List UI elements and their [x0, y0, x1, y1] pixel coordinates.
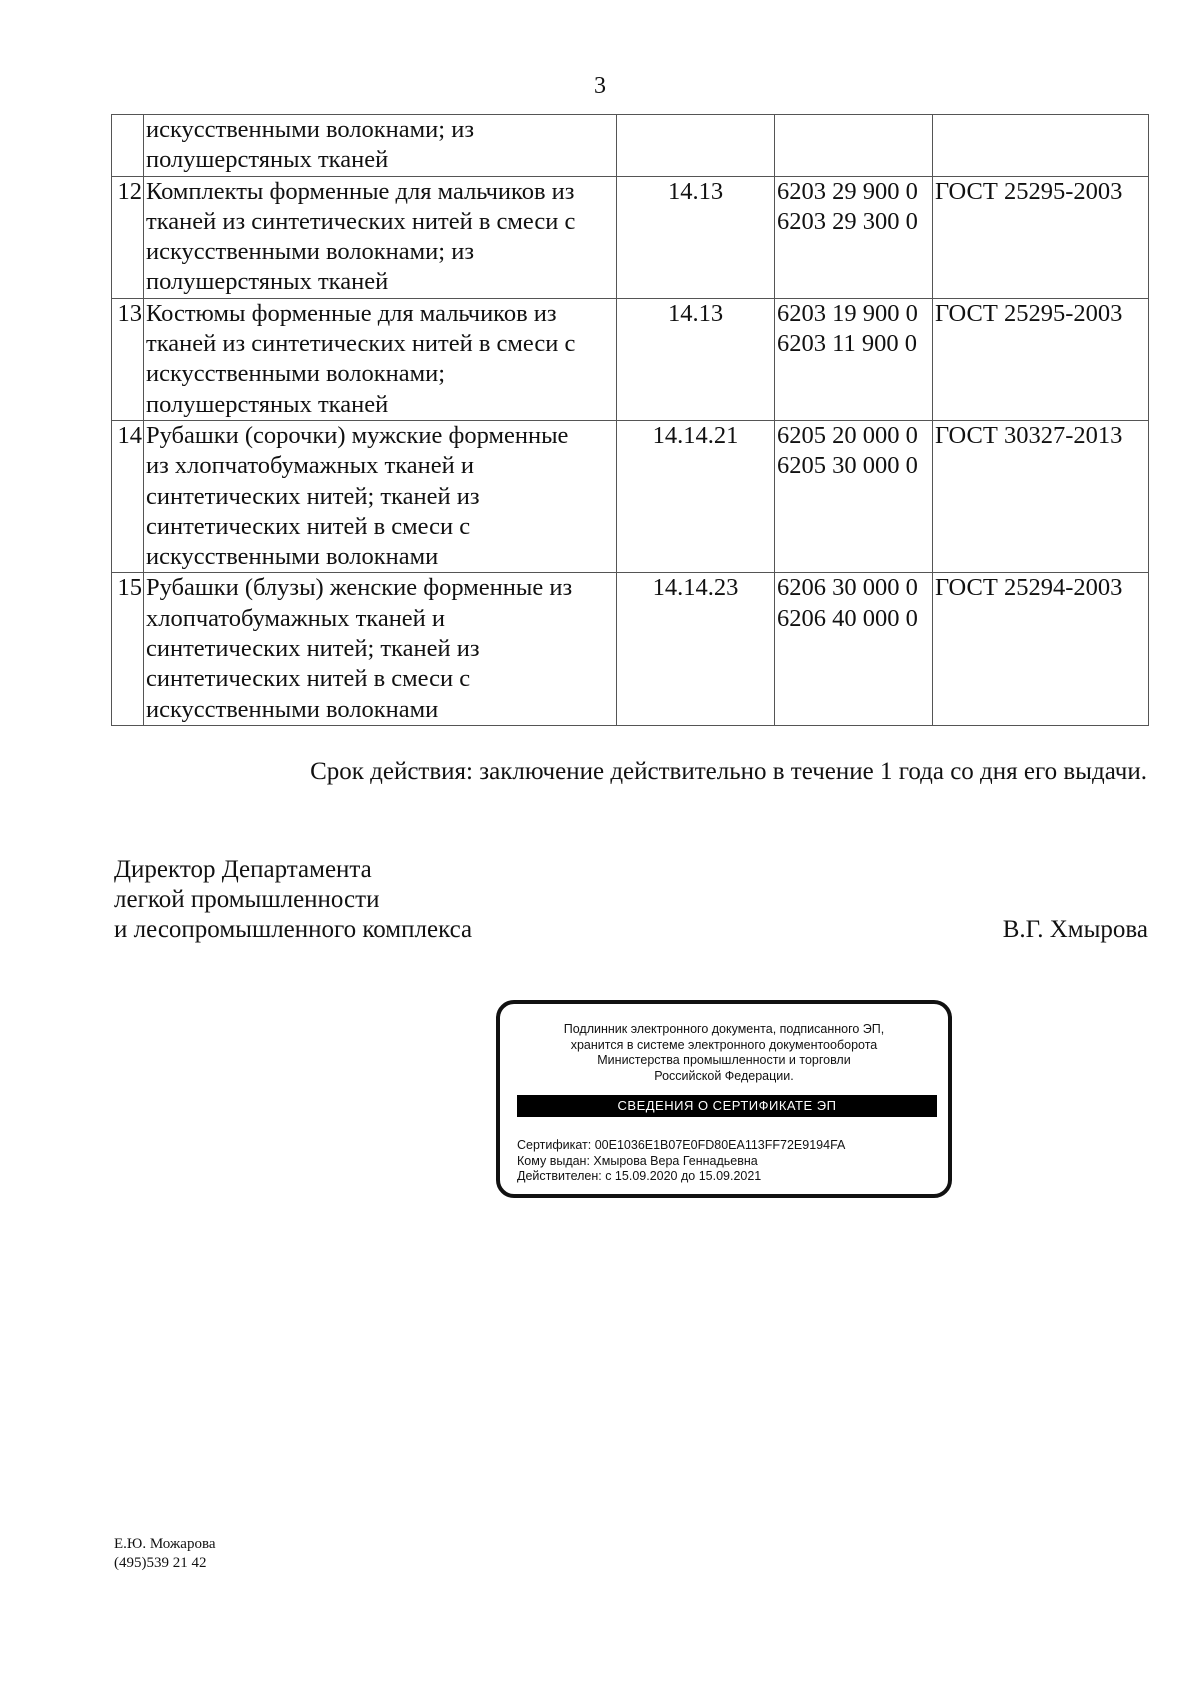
product-name-line: синтетических нитей в смеси с [146, 665, 471, 693]
product-name-line: тканей из синтетических нитей в смеси с [146, 330, 576, 358]
signer-position-line: Директор Департамента [114, 856, 372, 883]
executor-name: Е.Ю. Можарова [114, 1536, 216, 1552]
goods-table [111, 114, 1149, 726]
product-name-line: хлопчатобумажных тканей и [146, 604, 446, 632]
gost-standard: ГОСТ 25295-2003 [933, 176, 1149, 298]
okpd-code: 14.13 [617, 176, 775, 298]
tnved-code: 6205 20 000 0 [777, 421, 918, 449]
product-name [144, 298, 617, 420]
table-row [112, 298, 1149, 420]
stamp-header-line: Российской Федерации. [654, 1068, 794, 1083]
table-row [112, 573, 1149, 725]
table-row [112, 420, 1149, 572]
stamp-header [500, 1022, 948, 1084]
product-name-line: полушерстяных тканей [146, 268, 389, 296]
product-name [144, 420, 617, 572]
product-name-line: Рубашки (сорочки) мужские форменные [146, 421, 569, 449]
product-name-line: тканей из синтетических нитей в смеси с [146, 207, 576, 235]
product-name-line: искусственными волокнами; из [146, 116, 474, 143]
product-name-line: синтетических нитей в смеси с [146, 512, 471, 540]
stamp-header-line: Министерства промышленности и торговли [597, 1053, 851, 1067]
tnved-code: 6206 40 000 0 [777, 604, 918, 632]
row-number [112, 115, 144, 177]
gost-standard: ГОСТ 25294-2003 [933, 573, 1149, 725]
tnved-code: 6203 29 900 0 [777, 177, 918, 205]
product-name-line: Костюмы форменные для мальчиков из [146, 299, 557, 327]
product-name-line: синтетических нитей; тканей из [146, 635, 480, 663]
product-name [144, 176, 617, 298]
row-number: 13 [112, 298, 144, 420]
stamp-header-line: Подлинник электронного документа, подписанного ЭП, [563, 1022, 885, 1036]
product-name-line: Комплекты форменные для мальчиков из [146, 177, 575, 205]
tnved-code: 6203 19 900 0 [777, 299, 918, 327]
signer-position-line: и лесопромышленного комплекса [114, 916, 473, 943]
tnved-codes [775, 298, 933, 420]
product-name-line: искусственными волокнами; из [146, 238, 474, 266]
product-name-line: полушерстяных тканей [146, 146, 389, 174]
executor-info [114, 1535, 215, 1573]
gost-standard: ГОСТ 25295-2003 [933, 298, 1149, 420]
signer-position-line: легкой промышленности [114, 886, 380, 913]
executor-phone: (495)539 21 42 [114, 1555, 207, 1571]
row-number: 15 [112, 573, 144, 725]
tnved-code: 6206 30 000 0 [777, 574, 918, 602]
tnved-codes [775, 115, 933, 177]
product-name-line: искусственными волокнами [146, 543, 439, 571]
product-name-line: полушерстяных тканей [146, 390, 389, 418]
signer-position [114, 855, 472, 945]
tnved-codes [775, 176, 933, 298]
product-name-line: синтетических нитей; тканей из [146, 482, 480, 510]
row-number: 14 [112, 420, 144, 572]
page-number: 3 [594, 73, 606, 99]
table-row [112, 115, 1149, 177]
electronic-signature-stamp [496, 1000, 952, 1198]
tnved-codes [775, 573, 933, 725]
product-name-line: Рубашки (блузы) женские форменные из [146, 574, 573, 602]
gost-standard: ГОСТ 30327-2013 [933, 420, 1149, 572]
okpd-code: 14.14.23 [617, 573, 775, 725]
product-name-line: искусственными волокнами; [146, 360, 446, 388]
tnved-code: 6205 30 000 0 [777, 452, 918, 480]
table-row [112, 176, 1149, 298]
certificate-validity: Действителен: с 15.09.2020 до 15.09.2021 [517, 1169, 762, 1183]
certificate-details [517, 1138, 845, 1185]
tnved-codes [775, 420, 933, 572]
row-number: 12 [112, 176, 144, 298]
certificate-number: Сертификат: 00E1036E1B07E0FD80EA113FF72E9194FA [517, 1138, 846, 1152]
tnved-code: 6203 29 300 0 [777, 207, 918, 235]
certificate-info-bar: СВЕДЕНИЯ О СЕРТИФИКАТЕ ЭП [517, 1095, 937, 1117]
okpd-code: 14.13 [617, 298, 775, 420]
validity-statement: Срок действия: заключение действительно в течение 1 года со дня его выдачи. [310, 758, 1147, 785]
product-name-line: искусственными волокнами [146, 695, 439, 723]
product-name-line: из хлопчатобумажных тканей и [146, 452, 474, 480]
tnved-code: 6203 11 900 0 [777, 330, 917, 358]
signer-name: В.Г. Хмырова [1002, 916, 1148, 943]
okpd-code: 14.14.21 [617, 420, 775, 572]
okpd-code [617, 115, 775, 177]
stamp-header-line: хранится в системе электронного документооборота [570, 1037, 878, 1052]
product-name [144, 115, 617, 177]
product-name [144, 573, 617, 725]
gost-standard [933, 115, 1149, 177]
certificate-owner: Кому выдан: Хмырова Вера Геннадьевна [517, 1153, 758, 1168]
